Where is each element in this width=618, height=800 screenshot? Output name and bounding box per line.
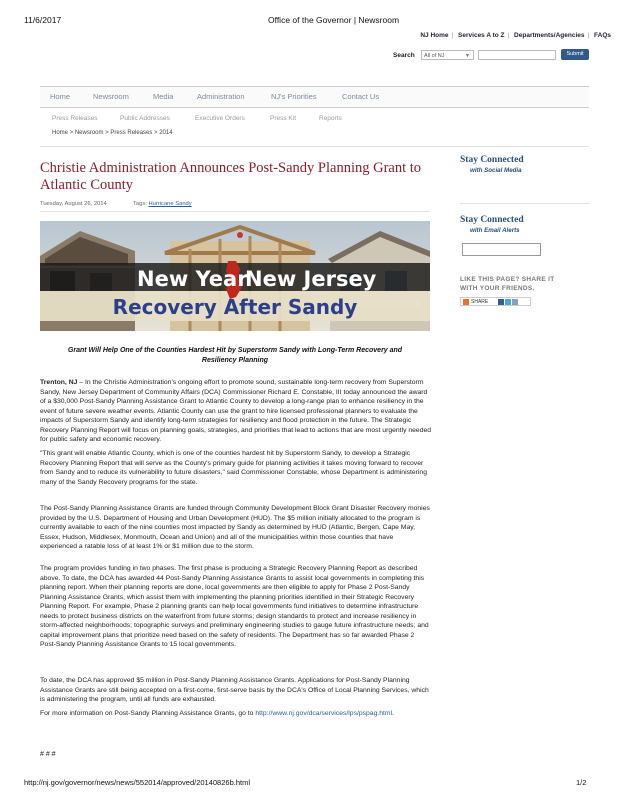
email-alerts-link[interactable]: with Email Alerts bbox=[470, 227, 520, 234]
stay-connected-email-heading: Stay Connected bbox=[460, 215, 524, 225]
article-date: Tuesday, August 26, 2014 bbox=[40, 201, 107, 207]
paragraph-1-text: – In the Christie Administration's ongoing effort to promote sound, sustainable long-term recovery from Superstorm Sandy, New Jersey Department of Community Affairs (DCA) Commissioner Richard E. Constable, III today announced the award of a $30,000 Post-Sandy Planning Assistance Grant to Atlantic County to develop a long-range plan to enhance resiliency in the event of future severe weather events. Atlantic County can use the grant to hire licensed professional planners to evaluate the impacts of Superstorm Sandy and identify long-term strategies for resiliency and flood protection in the future. The Strategic Recovery Planning Report will focus on planning goals, strategies, and priorities that lead to actions that are most urgently needed for public safety and economic recovery. bbox=[40, 379, 432, 443]
dateline: Trenton, NJ bbox=[40, 379, 78, 386]
share-prompt-line-2: WITH YOUR FRIENDS. bbox=[460, 285, 535, 292]
end-mark: # # # bbox=[40, 751, 56, 758]
email-input[interactable] bbox=[462, 243, 541, 256]
email-share-icon bbox=[512, 299, 518, 305]
share-button[interactable] bbox=[460, 297, 531, 306]
share-label: SHARE bbox=[471, 299, 489, 305]
search-label: Search bbox=[393, 52, 415, 59]
article-paragraph-1 bbox=[40, 378, 432, 445]
article-paragraph-2: "This grant will enable Atlantic County, which is one of the counties hardest hit by Superstorm Sandy, to develop a Strategic Recovery Planning Report that will serve as the County's primary guide for planning activities it takes moving forward to recover from Sandy and to reduce its vulnerability to future disasters," said Commissioner Constable, whose Department is administering many of the Sandy Recovery programs for the state. bbox=[40, 450, 427, 486]
subnav-press-kit[interactable]: Press Kit bbox=[270, 115, 297, 122]
article-subtitle: Grant Will Help One of the Counties Hardest Hit by Superstorm Sandy with Long-Term Recovery and Resiliency Planning bbox=[67, 347, 403, 364]
tags-label: Tags: bbox=[133, 201, 147, 207]
nav-priorities[interactable]: NJ's Priorities bbox=[271, 92, 317, 101]
nj-home-link[interactable]: NJ Home bbox=[420, 32, 449, 39]
article-banner bbox=[40, 221, 430, 331]
nav-contact[interactable]: Contact Us bbox=[342, 92, 380, 101]
nav-home[interactable]: Home bbox=[50, 92, 71, 101]
subnav-public-addresses[interactable]: Public Addresses bbox=[120, 115, 170, 122]
chevron-down-icon: ▼ bbox=[465, 53, 470, 59]
print-page-title: Office of the Governor | Newsroom bbox=[268, 15, 400, 25]
meta-divider bbox=[40, 211, 430, 212]
facebook-icon bbox=[498, 299, 504, 305]
breadcrumb-divider bbox=[40, 146, 589, 147]
search-input[interactable] bbox=[478, 50, 556, 60]
faqs-link[interactable]: FAQs bbox=[594, 32, 611, 39]
banner-text-new-jersey: New Jersey bbox=[245, 267, 377, 291]
banner-text-new-year: New Year bbox=[137, 267, 248, 291]
article-paragraph-5: To date, the DCA has approved $5 million in Post-Sandy Planning Assistance Grants. Applications for Post-Sandy Planning Assistance Grants are still being accepted on a first-come, first-serve basis by the DCA's Office of Local Planning Services, which is administering the program, until all funds are exhausted. bbox=[40, 677, 429, 703]
share-prompt bbox=[460, 275, 580, 293]
top-links: NJ Home | Services A to Z | Departments/Agencies | FAQs bbox=[417, 32, 614, 39]
subnav-executive-orders[interactable]: Executive Orders bbox=[195, 115, 245, 122]
share-icon bbox=[463, 299, 469, 305]
services-link[interactable]: Services A to Z bbox=[458, 32, 505, 39]
sidebar-divider bbox=[460, 203, 590, 204]
article-paragraph-3: The Post-Sandy Planning Assistance Grants are funded through Community Development Block Grant Disaster Recovery monies provided by the U.S. Department of Housing and Urban Development (HUD). The $5 million initially allocated to the program is currently available to each of the nine counties most impacted by Sandy as determined by HUD (Atlantic, Bergen, Cape May, Essex, Hudson, Middlesex, Monmouth, Ocean and Union) and all of the municipalities within those counties that have experienced a ratable loss of at least 1% or $1 million due to the storm. bbox=[40, 505, 430, 550]
main-nav bbox=[40, 86, 589, 108]
share-prompt-line-1: LIKE THIS PAGE? SHARE IT bbox=[460, 276, 555, 283]
nav-administration[interactable]: Administration bbox=[197, 92, 245, 101]
print-url: http://nj.gov/governor/news/news/552014/approved/20140826b.html bbox=[24, 778, 250, 787]
search-submit-button[interactable]: Submit bbox=[561, 49, 589, 60]
departments-link[interactable]: Departments/Agencies bbox=[514, 32, 585, 39]
tag-hurricane-sandy[interactable]: Hurricane Sandy bbox=[148, 201, 192, 207]
nav-newsroom[interactable]: Newsroom bbox=[93, 92, 129, 101]
article-paragraph-6 bbox=[40, 709, 432, 719]
print-page-number: 1/2 bbox=[576, 778, 587, 787]
subnav-reports[interactable]: Reports bbox=[319, 115, 342, 122]
subnav-press-releases[interactable]: Press Releases bbox=[52, 115, 98, 122]
social-media-link[interactable]: with Social Media bbox=[470, 167, 522, 174]
banner-graphic bbox=[40, 221, 430, 331]
print-date: 11/6/2017 bbox=[24, 15, 62, 25]
article-tags bbox=[133, 201, 192, 207]
more-info-end: . bbox=[392, 710, 394, 717]
more-info-link[interactable]: http://www.nj.gov/dca/services/lps/pspag.html bbox=[255, 710, 393, 717]
article-title: Christie Administration Announces Post-Sandy Planning Grant to Atlantic County bbox=[40, 160, 422, 193]
breadcrumb: Home > Newsroom > Press Releases > 2014 bbox=[52, 130, 173, 136]
search-scope-value: All of NJ bbox=[424, 53, 445, 59]
article-paragraph-4: The program provides funding in two phases. The first phase is producing a Strategic Recovery Planning Report as described above. To date, the DCA has awarded 44 Post-Sandy Planning Assistance Grants to assist local governments in completing this planning report. When their planning reports are done, local governments are then eligible to apply for Phase 2 Post-Sandy Planning Assistance Grants, which assist them with implementing the planning priorities identified in their Strategic Recovery Planning Report. For example, Phase 2 planning grants can help local governments fund initiatives to determine infrastructure needs to protect business districts on the waterfront from future storms; design standards to protect and increase resiliency in storm-affected neighborhoods; topographic surveys and preliminary engineering studies to gauge future infrastructure needs; and capital improvement plans that prioritize need based on the safety of residents. The Department has so far awarded Phase 2 Post-Sandy Planning Assistance Grants to 15 local governments. bbox=[40, 565, 429, 648]
twitter-icon bbox=[505, 299, 511, 305]
banner-text-recovery: Recovery After Sandy bbox=[112, 295, 358, 319]
search-scope-select[interactable] bbox=[421, 50, 474, 60]
stay-connected-social-heading: Stay Connected bbox=[460, 155, 524, 165]
nav-media[interactable]: Media bbox=[153, 92, 174, 101]
more-info-text: For more information on Post-Sandy Planning Assistance Grants, go to bbox=[40, 710, 256, 717]
